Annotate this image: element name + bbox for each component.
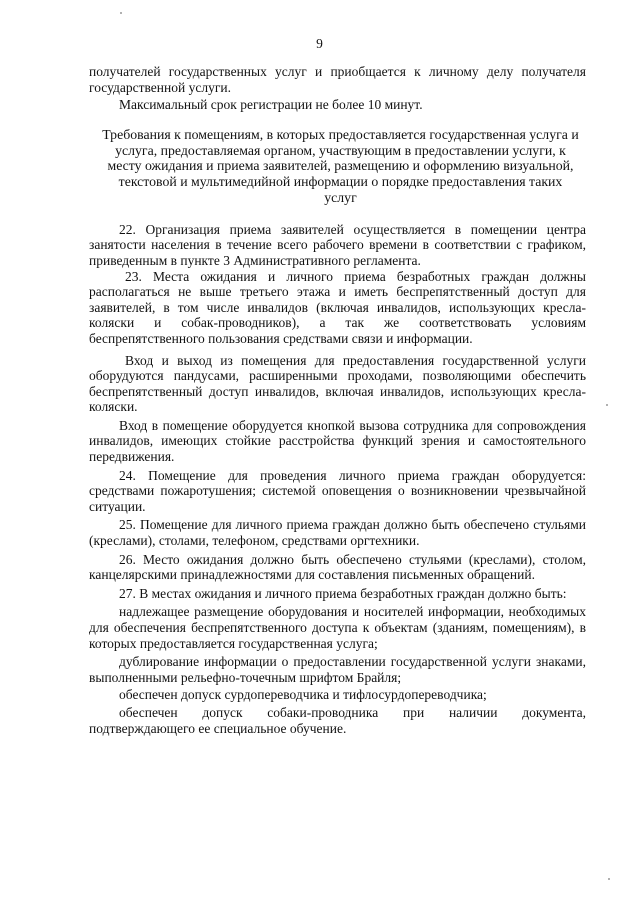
paragraph-max-registration-time: Максимальный срок регистрации не более 10 минут.	[119, 97, 423, 113]
paragraph-27-item-braille: дублирование информации о предоставлении государственной услуги знаками, выполненными рельефно-точечным шрифтом Брайля;	[89, 654, 586, 685]
paragraph-25: 25. Помещение для личного приема граждан должно быть обеспечено стульями (креслами), столами, телефоном, средствами оргтехники.	[89, 517, 586, 549]
document-body	[89, 64, 586, 736]
paragraph-27: 27. В местах ожидания и личного приема безработных граждан должно быть:	[119, 585, 567, 601]
scan-speck	[120, 12, 122, 14]
paragraph-27-item-sign-interpreter: обеспечен допуск сурдопереводчика и тифлосурдопереводчика;	[119, 687, 487, 703]
scan-speck	[608, 878, 610, 880]
paragraph-27-item-guide-dog: обеспечен допуск собаки-проводника при наличии документа, подтверждающего ее специальное обучение.	[89, 704, 586, 736]
paragraph-call-button: Вход в помещение оборудуется кнопкой вызова сотрудника для сопровождения инвалидов, имеющих стойкие расстройства функций зрения и самостоятельного передвижения.	[89, 417, 586, 465]
paragraph-27-item-equipment: надлежащее размещение оборудования и носителей информации, необходимых для обеспечения беспрепятственного доступа к объектам (зданиям, помещениям), в которых предоставляется государственная услуга;	[89, 604, 586, 651]
section-heading: Требования к помещениям, в которых предоставляется государственная услуга и услуга, предоставляемая органом, участвующим в предоставлении услуги, к месту ожидания и приема заявителей, размещению и оформлению визуальной, текстовой и мультимедийной информации о порядке предоставления таких услуг	[102, 126, 579, 205]
paragraph-24: 24. Помещение для проведения личного приема граждан оборудуется: средствами пожаротушения; системой оповещения о возникновении чрезвычайной ситуации.	[89, 467, 586, 514]
paragraph-continuation: получателей государственных услуг и приобщается к личному делу получателя государственной услуги.	[89, 64, 586, 95]
paragraph-23: 23. Места ожидания и личного приема безработных граждан должны располагаться не выше третьего этажа и иметь беспрепятственный доступ для заявителей, в том числе инвалидов (включая инвалидов, использующих кресла-коляски и собак-проводников), а так же соответствовать условиям беспрепятственного пользования средствами связи и информации.	[89, 268, 586, 346]
page-number: 9	[316, 36, 323, 51]
paragraph-26: 26. Место ожидания должно быть обеспечено стульями (креслами), столом, канцелярскими принадлежностями для составления письменных обращений.	[89, 551, 586, 583]
paragraph-22: 22. Организация приема заявителей осуществляется в помещении центра занятости населения в течение всего рабочего времени в соответствии с графиком, приведенным в пункте 3 Административного регламента.	[89, 221, 586, 268]
paragraph-entrance: Вход и выход из помещения для предоставления государственной услуги оборудуются пандусами, расширенными проходами, позволяющими обеспечить беспрепятственный доступ инвалидов, включая инвалидов, использующих кресла-коляски.	[89, 352, 586, 415]
scan-speck	[606, 404, 608, 406]
